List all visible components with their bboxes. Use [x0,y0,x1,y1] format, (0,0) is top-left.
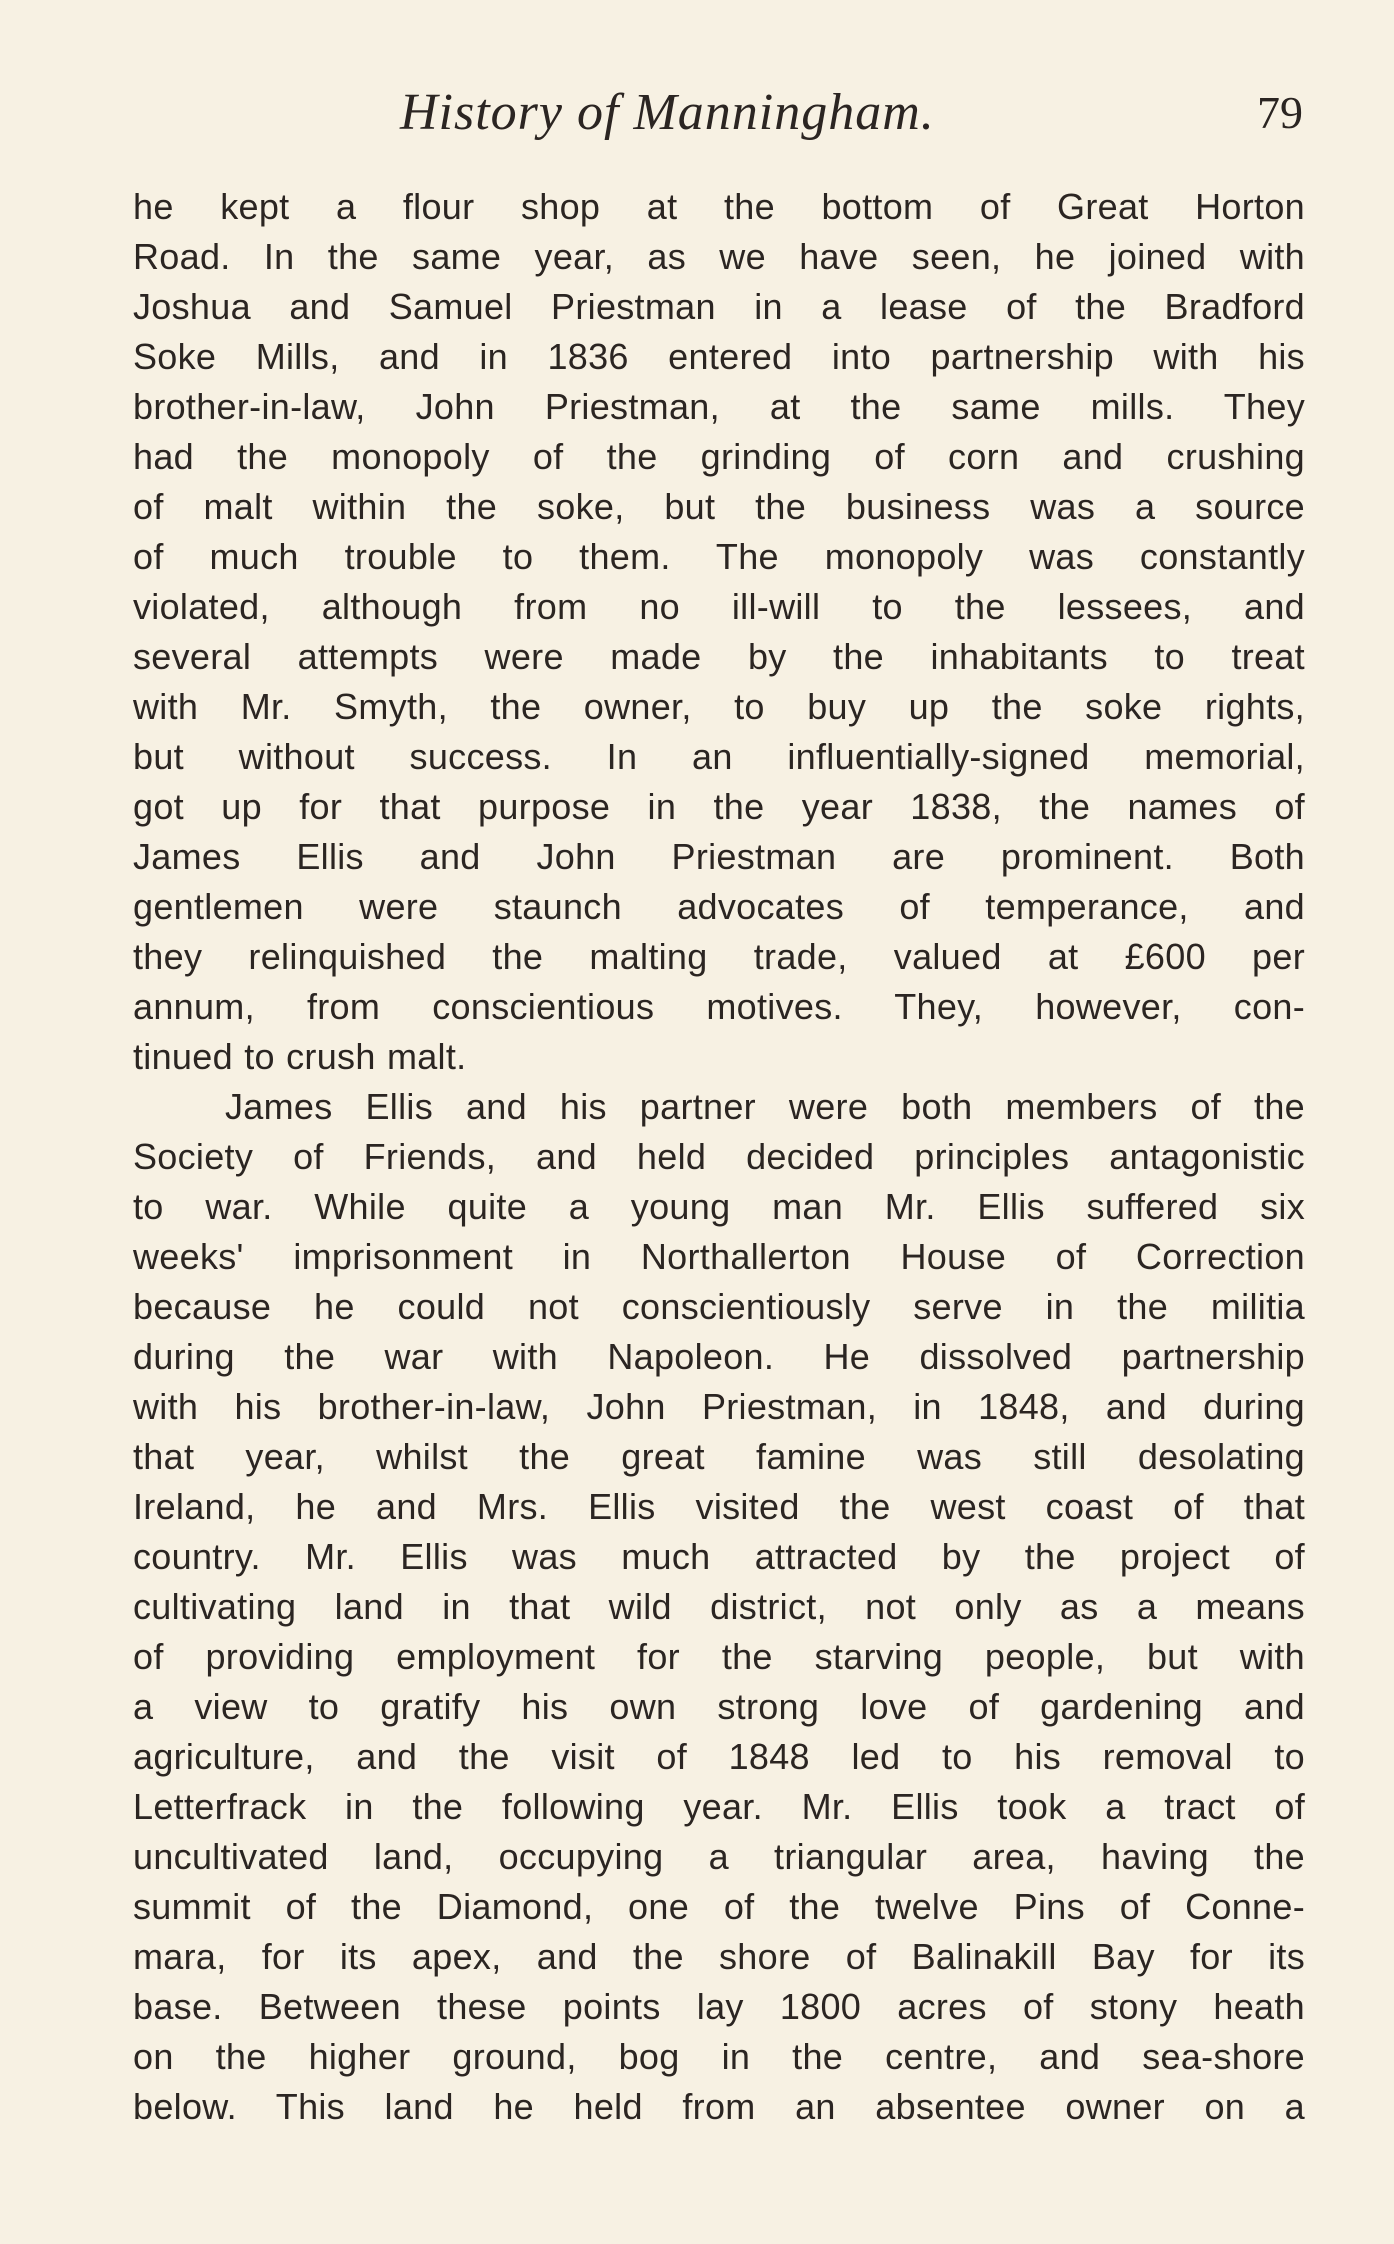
text-line: weeks' imprisonment in Northallerton House of Correction [133,1236,1305,1277]
text-line: Soke Mills, and in 1836 entered into partnership with his [133,336,1305,377]
text-line: he kept a flour shop at the bottom of Great Horton [133,186,1305,227]
text-line: with Mr. Smyth, the owner, to buy up the soke rights, [133,686,1305,727]
running-head [135,78,1303,148]
text-line: violated, although from no ill-will to the lessees, and [133,586,1305,627]
text-line: tinued to crush malt. [133,1036,467,1077]
page-number: 79 [1257,87,1303,138]
body-text [133,182,1305,2132]
text-line: but without success. In an influentially-signed memorial, [133,736,1305,777]
text-line: Joshua and Samuel Priestman in a lease of the Bradford [133,286,1305,327]
text-line: because he could not conscientiously serve in the militia [133,1286,1305,1327]
text-line: cultivating land in that wild district, not only as a means [133,1586,1305,1627]
text-line: James Ellis and John Priestman are prominent. Both [133,836,1305,877]
text-line: summit of the Diamond, one of the twelve Pins of Conne- [133,1886,1305,1927]
paragraph-2 [133,1082,1305,2132]
text-line: several attempts were made by the inhabitants to treat [133,636,1305,677]
text-line: that year, whilst the great famine was still desolating [133,1436,1305,1477]
text-line: with his brother-in-law, John Priestman, in 1848, and during [133,1386,1305,1427]
text-line: gentlemen were staunch advocates of temperance, and [133,886,1305,927]
text-line: of providing employment for the starving people, but with [133,1636,1305,1677]
text-line: they relinquished the malting trade, valued at £600 per [133,936,1305,977]
text-line: Road. In the same year, as we have seen, he joined with [133,236,1305,277]
text-line: base. Between these points lay 1800 acres of stony heath [133,1986,1305,2027]
text-line: of malt within the soke, but the business was a source [133,486,1305,527]
running-title: History of Manningham. [400,84,935,141]
text-line: country. Mr. Ellis was much attracted by the project of [133,1536,1305,1577]
text-line: uncultivated land, occupying a triangular area, having the [133,1836,1305,1877]
text-line: of much trouble to them. The monopoly was constantly [133,536,1305,577]
text-line: James Ellis and his partner were both members of the [225,1086,1305,1127]
text-line: annum, from conscientious motives. They, however, con- [133,986,1305,1027]
text-line: Letterfrack in the following year. Mr. Ellis took a tract of [133,1786,1305,1827]
text-line: below. This land he held from an absentee owner on a [133,2086,1305,2127]
paragraph-1 [133,182,1305,1082]
text-line: got up for that purpose in the year 1838, the names of [133,786,1305,827]
text-line: to war. While quite a young man Mr. Ellis suffered six [133,1186,1305,1227]
text-line: on the higher ground, bog in the centre, and sea-shore [133,2036,1305,2077]
text-line: agriculture, and the visit of 1848 led to his removal to [133,1736,1305,1777]
text-line: had the monopoly of the grinding of corn and crushing [133,436,1305,477]
text-line: a view to gratify his own strong love of gardening and [133,1686,1305,1727]
text-line: Society of Friends, and held decided principles antagonistic [133,1136,1305,1177]
text-line: mara, for its apex, and the shore of Balinakill Bay for its [133,1936,1305,1977]
text-line: during the war with Napoleon. He dissolved partnership [133,1336,1305,1377]
text-line: brother-in-law, John Priestman, at the same mills. They [133,386,1305,427]
text-line: Ireland, he and Mrs. Ellis visited the west coast of that [133,1486,1305,1527]
